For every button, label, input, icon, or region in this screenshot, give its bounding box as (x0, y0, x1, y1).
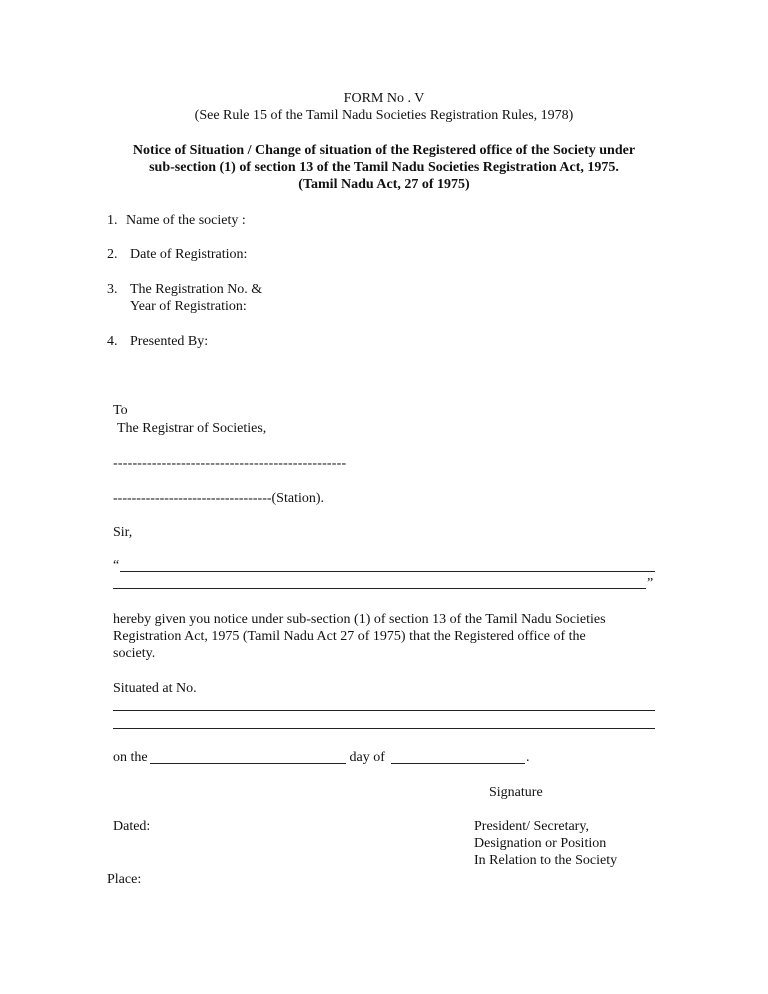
date-period: . (526, 750, 530, 765)
notice-body-line-1: hereby given you notice under sub-section (1) of section 13 of the Tamil Nadu Societies (113, 612, 606, 627)
day-of-label: day of (346, 750, 389, 765)
address-to: To (113, 403, 128, 418)
dated-label: Dated: (113, 819, 151, 834)
salutation: Sir, (113, 525, 133, 540)
address-station: ----------------------------------(Station). (113, 491, 325, 506)
place-label: Place: (107, 872, 142, 887)
rule-reference: (See Rule 15 of the Tamil Nadu Societies Registration Rules, 1978) (194, 108, 574, 123)
notice-title-line-1: Notice of Situation / Change of situation of the Registered office of the Society under (132, 143, 636, 158)
field-presented-by: Presented By: (130, 334, 209, 349)
address-registrar: The Registrar of Societies, (117, 421, 267, 436)
field-name-of-society: Name of the society : (126, 213, 246, 228)
notice-body-line-3: society. (113, 646, 156, 661)
on-the-label: on the (113, 750, 148, 765)
society-name-blank-line-1 (120, 571, 655, 572)
month-blank-line (391, 763, 525, 764)
close-quote: ” (647, 576, 654, 591)
designation-line-3: In Relation to the Society (474, 853, 618, 868)
day-blank-line (150, 763, 346, 764)
field-registration-no: The Registration No. & (130, 282, 263, 297)
situated-at-label: Situated at No. (113, 681, 197, 696)
field-number: 4. (107, 334, 118, 349)
form-number: FORM No . V (343, 91, 425, 106)
society-name-blank-line-2 (113, 588, 646, 589)
situated-blank-line-1 (113, 710, 655, 711)
address-dash-line: ------------------------------------------------ (113, 456, 347, 471)
notice-title-line-2: sub-section (1) of section 13 of the Tamil Nadu Societies Registration Act, 1975. (149, 160, 619, 175)
situated-blank-line-2 (113, 728, 655, 729)
field-date-of-registration: Date of Registration: (130, 247, 248, 262)
signature-label: Signature (489, 785, 543, 800)
designation-line-2: Designation or Position (474, 836, 607, 851)
open-quote: “ (113, 558, 120, 573)
designation-line-1: President/ Secretary, (474, 819, 589, 834)
notice-title-line-3: (Tamil Nadu Act, 27 of 1975) (298, 177, 470, 192)
field-number: 3. (107, 282, 118, 297)
field-number: 1. (107, 213, 118, 228)
field-number: 2. (107, 247, 118, 262)
field-year-of-registration: Year of Registration: (130, 299, 247, 314)
notice-body-line-2: Registration Act, 1975 (Tamil Nadu Act 27 of 1975) that the Registered office of the (113, 629, 586, 644)
